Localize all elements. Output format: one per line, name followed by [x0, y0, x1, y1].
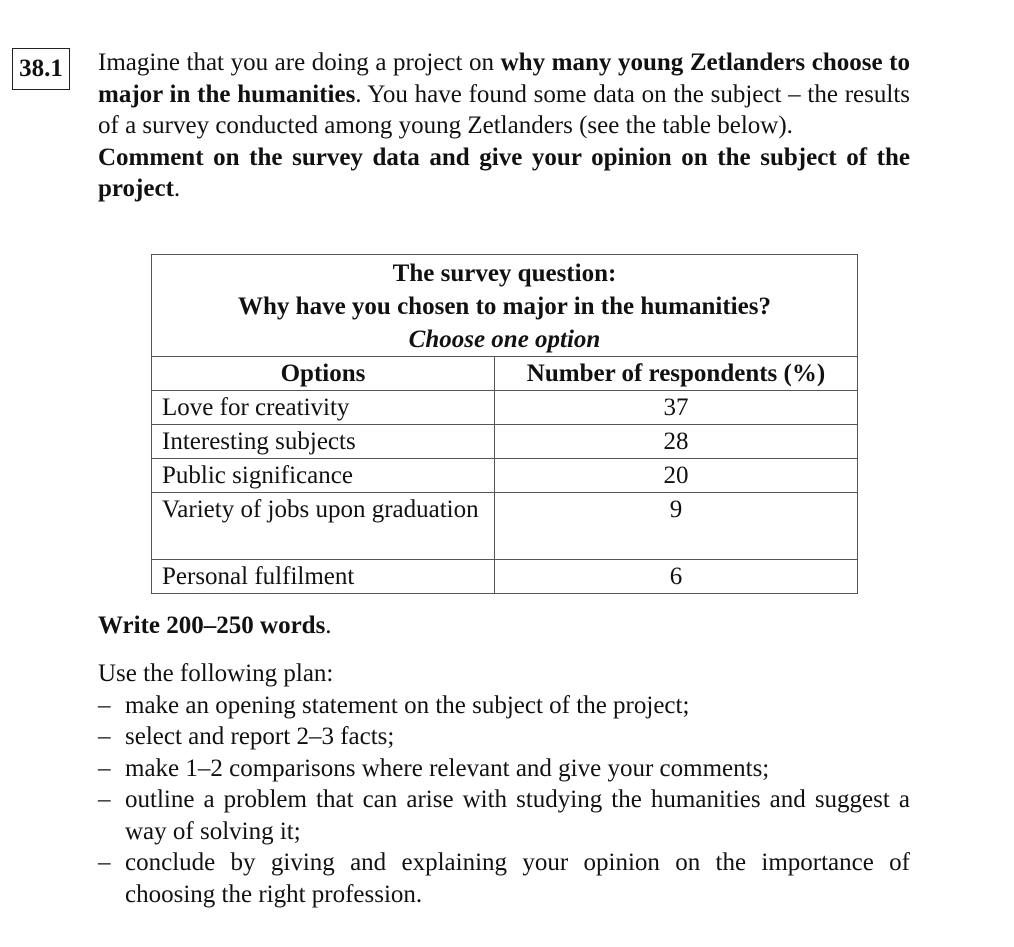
plan-item-text: outline a problem that can arise with studying the humanities and suggest a way of solving it; — [125, 786, 910, 845]
plan-item — [98, 847, 910, 910]
plan-item-text: select and report 2–3 facts; — [125, 723, 395, 750]
task-number-box — [12, 48, 70, 90]
plan-item-text: conclude by giving and explaining your opinion on the importance of choosing the right profession. — [125, 849, 910, 908]
survey-heading-title: The survey question: — [392, 260, 617, 287]
option-cell: Interesting subjects — [152, 425, 495, 459]
intro-text-3: . You have found some data on the subject – the results of a survey conducted among young Zetlanders (see the table below). — [98, 80, 910, 139]
option-cell: Personal fulfilment — [152, 560, 495, 594]
value-cell: 9 — [495, 493, 858, 560]
word-count-instruction — [98, 610, 332, 641]
table-row — [152, 425, 858, 459]
plan-list — [98, 690, 910, 911]
option-cell: Public significance — [152, 459, 495, 493]
survey-question: Why have you chosen to major in the humanities? — [238, 293, 771, 320]
task-number: 38.1 — [19, 55, 63, 82]
option-cell: Variety of jobs upon graduation — [152, 493, 495, 560]
plan-intro: Use the following plan: — [98, 660, 334, 687]
dash-marker: – — [98, 849, 111, 876]
survey-heading — [152, 255, 858, 357]
word-count-end: . — [325, 612, 332, 639]
plan-item — [98, 753, 910, 785]
intro-text-1: Imagine that you are doing a project on — [98, 49, 501, 76]
instruction-end: . — [173, 175, 181, 202]
survey-instruction: Choose one option — [408, 326, 601, 353]
column-header-row — [152, 357, 858, 391]
dash-marker: – — [98, 786, 111, 813]
option-cell: Love for creativity — [152, 391, 495, 425]
table-row — [152, 391, 858, 425]
column-header-respondents: Number of respondents (%) — [495, 357, 858, 391]
column-header-options: Options — [152, 357, 495, 391]
word-count-text: Write 200–250 words — [98, 612, 326, 639]
plan-item-text: make an opening statement on the subject of the project; — [125, 691, 690, 719]
intro-paragraph — [98, 47, 910, 142]
value-cell: 20 — [495, 459, 858, 493]
value-cell: 37 — [495, 391, 858, 425]
instruction-paragraph — [98, 142, 910, 205]
instruction-text: Comment on the survey data and give your opinion on the subject of the project — [98, 143, 910, 202]
intro-topic: why many young Zetlanders choose to major in the humanities — [98, 49, 910, 108]
plan-item — [98, 784, 910, 847]
dash-marker: – — [98, 691, 111, 719]
dash-marker: – — [98, 723, 111, 750]
plan-item-text: make 1–2 comparisons where relevant and give your comments; — [125, 754, 770, 782]
table-row — [152, 493, 858, 560]
value-cell: 6 — [495, 560, 858, 594]
dash-marker: – — [98, 754, 111, 782]
table-row — [152, 560, 858, 594]
value-cell: 28 — [495, 425, 858, 459]
table-row — [152, 459, 858, 493]
survey-heading-row — [152, 255, 858, 357]
plan — [98, 658, 910, 910]
plan-item — [98, 690, 910, 722]
survey-table — [151, 254, 858, 594]
plan-item — [98, 721, 910, 753]
task-intro — [98, 47, 910, 205]
